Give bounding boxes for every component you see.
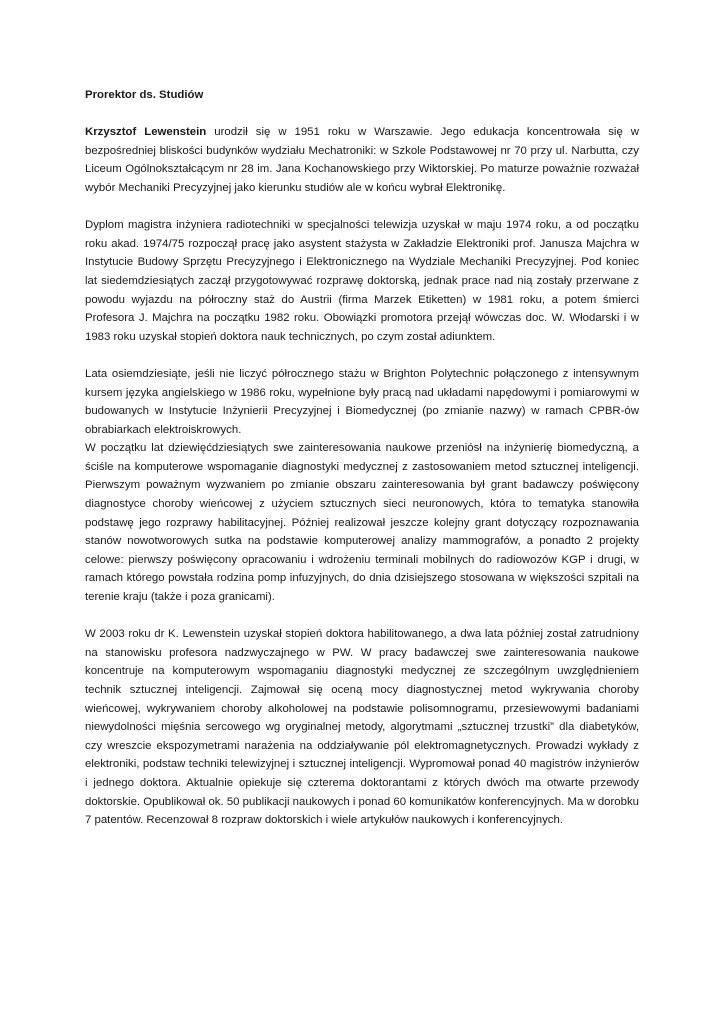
document-page [85, 86, 639, 848]
paragraph-habilitation: W 2003 roku dr K. Lewenstein uzyskał stopień doktora habilitowanego, a dwa lata później został zatrudniony na stanowisku profesora nadzwyczajnego w PW. W pracy badawczej swe zainteresowania naukowe koncentruje na komputerowym wspomaganiu diagnostyki medycznej ze szczególnym uwzględnieniem technik sztucznej inteligencji. Zajmował się oceną mocy diagnostycznej metod wykrywania choroby wieńcowej, wykrywaniem choroby alkoholowej na podstawie polisomnogramu, przesiewowymi badaniami niewydolności mięśnia sercowego wg oryginalnej metody, algorytmami „sztucznej trzustki” dla diabetyków, czy wreszcie ekspozymetrami narażenia na oddziaływanie pól elektromagnetycznych. Prowadzi wykłady z elektroniki, podstaw techniki telewizyjnej i sztucznej inteligencji. Wypromował ponad 40 magistrów inżynierów i jednego doktora. Aktualnie opiekuje się czterema doktorantami z których dwóch ma otwarte przewody doktorskie. Opublikował ok. 50 publikacji naukowych i ponad 60 komunikatów konferencyjnych. Ma w dorobku 7 patentów. Recenzował 8 rozpraw doktorskich i wiele artykułów naukowych i konferencyjnych. [85, 628, 640, 827]
page-title: Prorektor ds. Studiów [85, 89, 204, 101]
paragraph-early-career: Dyplom magistra inżyniera radiotechniki w specjalności telewizja uzyskał w maju 1974 roku, a od początku roku akad. 1974/75 rozpoczął pracę jako asystent stażysta w Zakładzie Elektroniki prof. Janusza Majchra w Instytucie Budowy Sprzętu Precyzyjnego i Elektronicznego na Wydziale Mechaniki Precyzyjnej. Pod koniec lat siedemdziesiątych zaczął przygotowywać rozprawę doktorską, jednak prace nad nią zostały przerwane z powodu wyjazdu na półroczny staż do Austrii (firma Marzek Etiketten) w 1981 roku, a potem śmierci Profesora J. Majchra na początku 1982 roku. Obowiązki promotora przejął wówczas doc. W. Włodarski i w 1983 roku uzyskał stopień doktora nauk technicznych, po czym został adiunktem. [85, 219, 639, 343]
person-name: Krzysztof Lewenstein [85, 126, 207, 139]
paragraph-nineties: W początku lat dziewięćdziesiątych swe zainteresowania naukowe przeniósł na inżynierię biomedyczną, a ściśle na komputerowe wspomaganie diagnostyki medycznej z zastosowaniem metod sztucznej inteligencji. Pierwszym poważnym wyzwaniem po zmianie obszaru zainteresowania był grant badawczy poświęcony diagnostyce choroby wieńcowej z użyciem sztucznych sieci neuronowych, która to tematyka stanowiła podstawę jego rozprawy habilitacyjnej. Później realizował jeszcze kolejny grant dotyczący rozpoznawania stanów nowotworowych sutka na podstawie komputerowej analizy mammografów, a ponadto 2 projekty celowe: pierwszy poświęcony opracowaniu i wdrożeniu terminali mobilnych do radiowozów KGP i drugi, w ramach którego powstała rodzina pomp infuzyjnych, do dnia dzisiejszego stosowana w większości szpitali na terenie kraju (także i poza granicami). [85, 442, 639, 604]
paragraph-biography-intro [85, 123, 639, 197]
paragraph-text: urodził się w 1951 roku w Warszawie. Jego edukacja koncentrowała się w bezpośredniej bliskości budynków wydziału Mechatroniki: w Szkole Podstawowej nr 70 przy ul. Narbutta, czy Liceum Ogólnokształcącym nr 28 im. Jana Kochanowskiego przy Wiktorskiej. Po maturze poważnie rozważał wybór Mechaniki Precyzyjnej jako kierunku studiów ale w końcu wybrał Elektronikę. [85, 126, 639, 194]
paragraph-eighties: Lata osiemdziesiąte, jeśli nie liczyć półrocznego stażu w Brighton Polytechnic połączonego z intensywnym kursem języka angielskiego w 1986 roku, wypełnione były pracą nad układami napędowymi i pomiarowymi w budowanych w Instytucie Inżynierii Precyzyjnej i Biomedycznej (po zmianie nazwy) w ramach CPBR-ów obrabiarkach elektroiskrowych. [85, 367, 639, 436]
